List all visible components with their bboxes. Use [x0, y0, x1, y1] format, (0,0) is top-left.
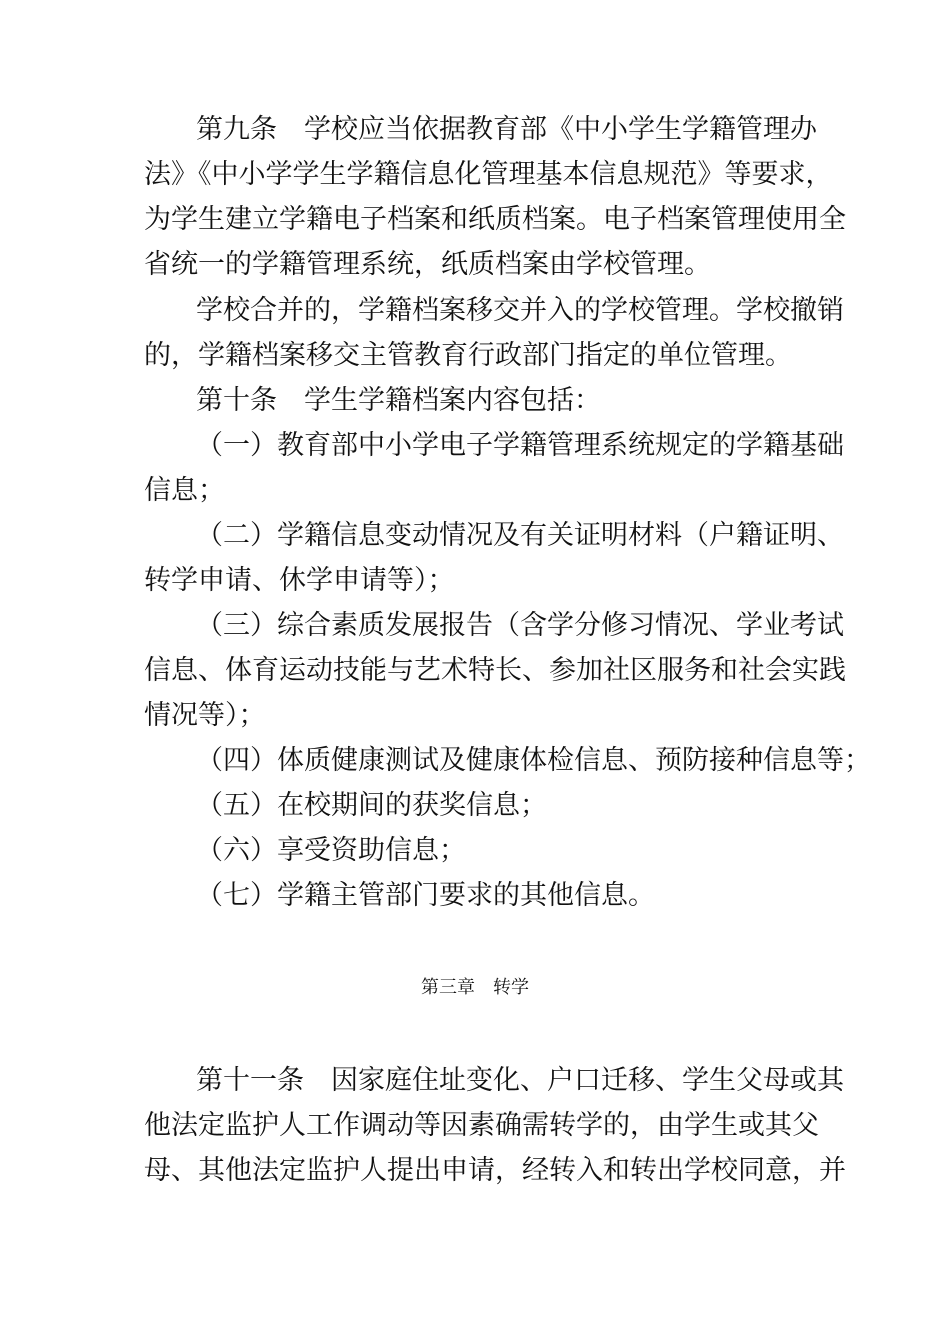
item-3-line-2: 信息、体育运动技能与艺术特长、参加社区服务和社会实践 [144, 655, 846, 686]
item-3-line-1: （三）综合素质发展报告（含学分修习情况、学业考试 [196, 610, 844, 641]
article-9-line-1: 第九条 学校应当依据教育部《中小学生学籍管理办 [196, 114, 817, 145]
item-7-line: （七）学籍主管部门要求的其他信息。 [196, 880, 655, 911]
chapter-3-title: 第三章 转学 [421, 977, 529, 998]
item-4-line: （四）体质健康测试及健康体检信息、预防接种信息等； [196, 745, 871, 776]
article-9-line-4: 省统一的学籍管理系统，纸质档案由学校管理。 [144, 249, 711, 280]
article-11-line-2: 他法定监护人工作调动等因素确需转学的，由学生或其父 [144, 1110, 819, 1141]
item-1-line-2: 信息； [144, 475, 225, 506]
item-2-line-2: 转学申请、休学申请等）； [144, 565, 455, 596]
article-9-para2-line-2: 的，学籍档案移交主管教育行政部门指定的单位管理。 [144, 340, 792, 371]
article-11-line-1: 第十一条 因家庭住址变化、户口迁移、学生父母或其 [196, 1065, 844, 1096]
item-1-line-1: （一）教育部中小学电子学籍管理系统规定的学籍基础 [196, 430, 844, 461]
article-9-line-3: 为学生建立学籍电子档案和纸质档案。电子档案管理使用全 [144, 204, 846, 235]
article-10-heading: 第十条 学生学籍档案内容包括： [196, 385, 601, 416]
item-5-line: （五）在校期间的获奖信息； [196, 790, 547, 821]
item-2-line-1: （二）学籍信息变动情况及有关证明材料（户籍证明、 [196, 520, 844, 551]
article-11-line-3: 母、其他法定监护人提出申请，经转入和转出学校同意，并 [144, 1155, 846, 1186]
item-3-line-3: 情况等）； [144, 700, 266, 731]
item-6-line: （六）享受资助信息； [196, 835, 466, 866]
article-9-para2-line-1: 学校合并的，学籍档案移交并入的学校管理。学校撤销 [196, 295, 844, 326]
article-9-line-2: 法》《中小学学生学籍信息化管理基本信息规范》等要求， [144, 159, 833, 190]
